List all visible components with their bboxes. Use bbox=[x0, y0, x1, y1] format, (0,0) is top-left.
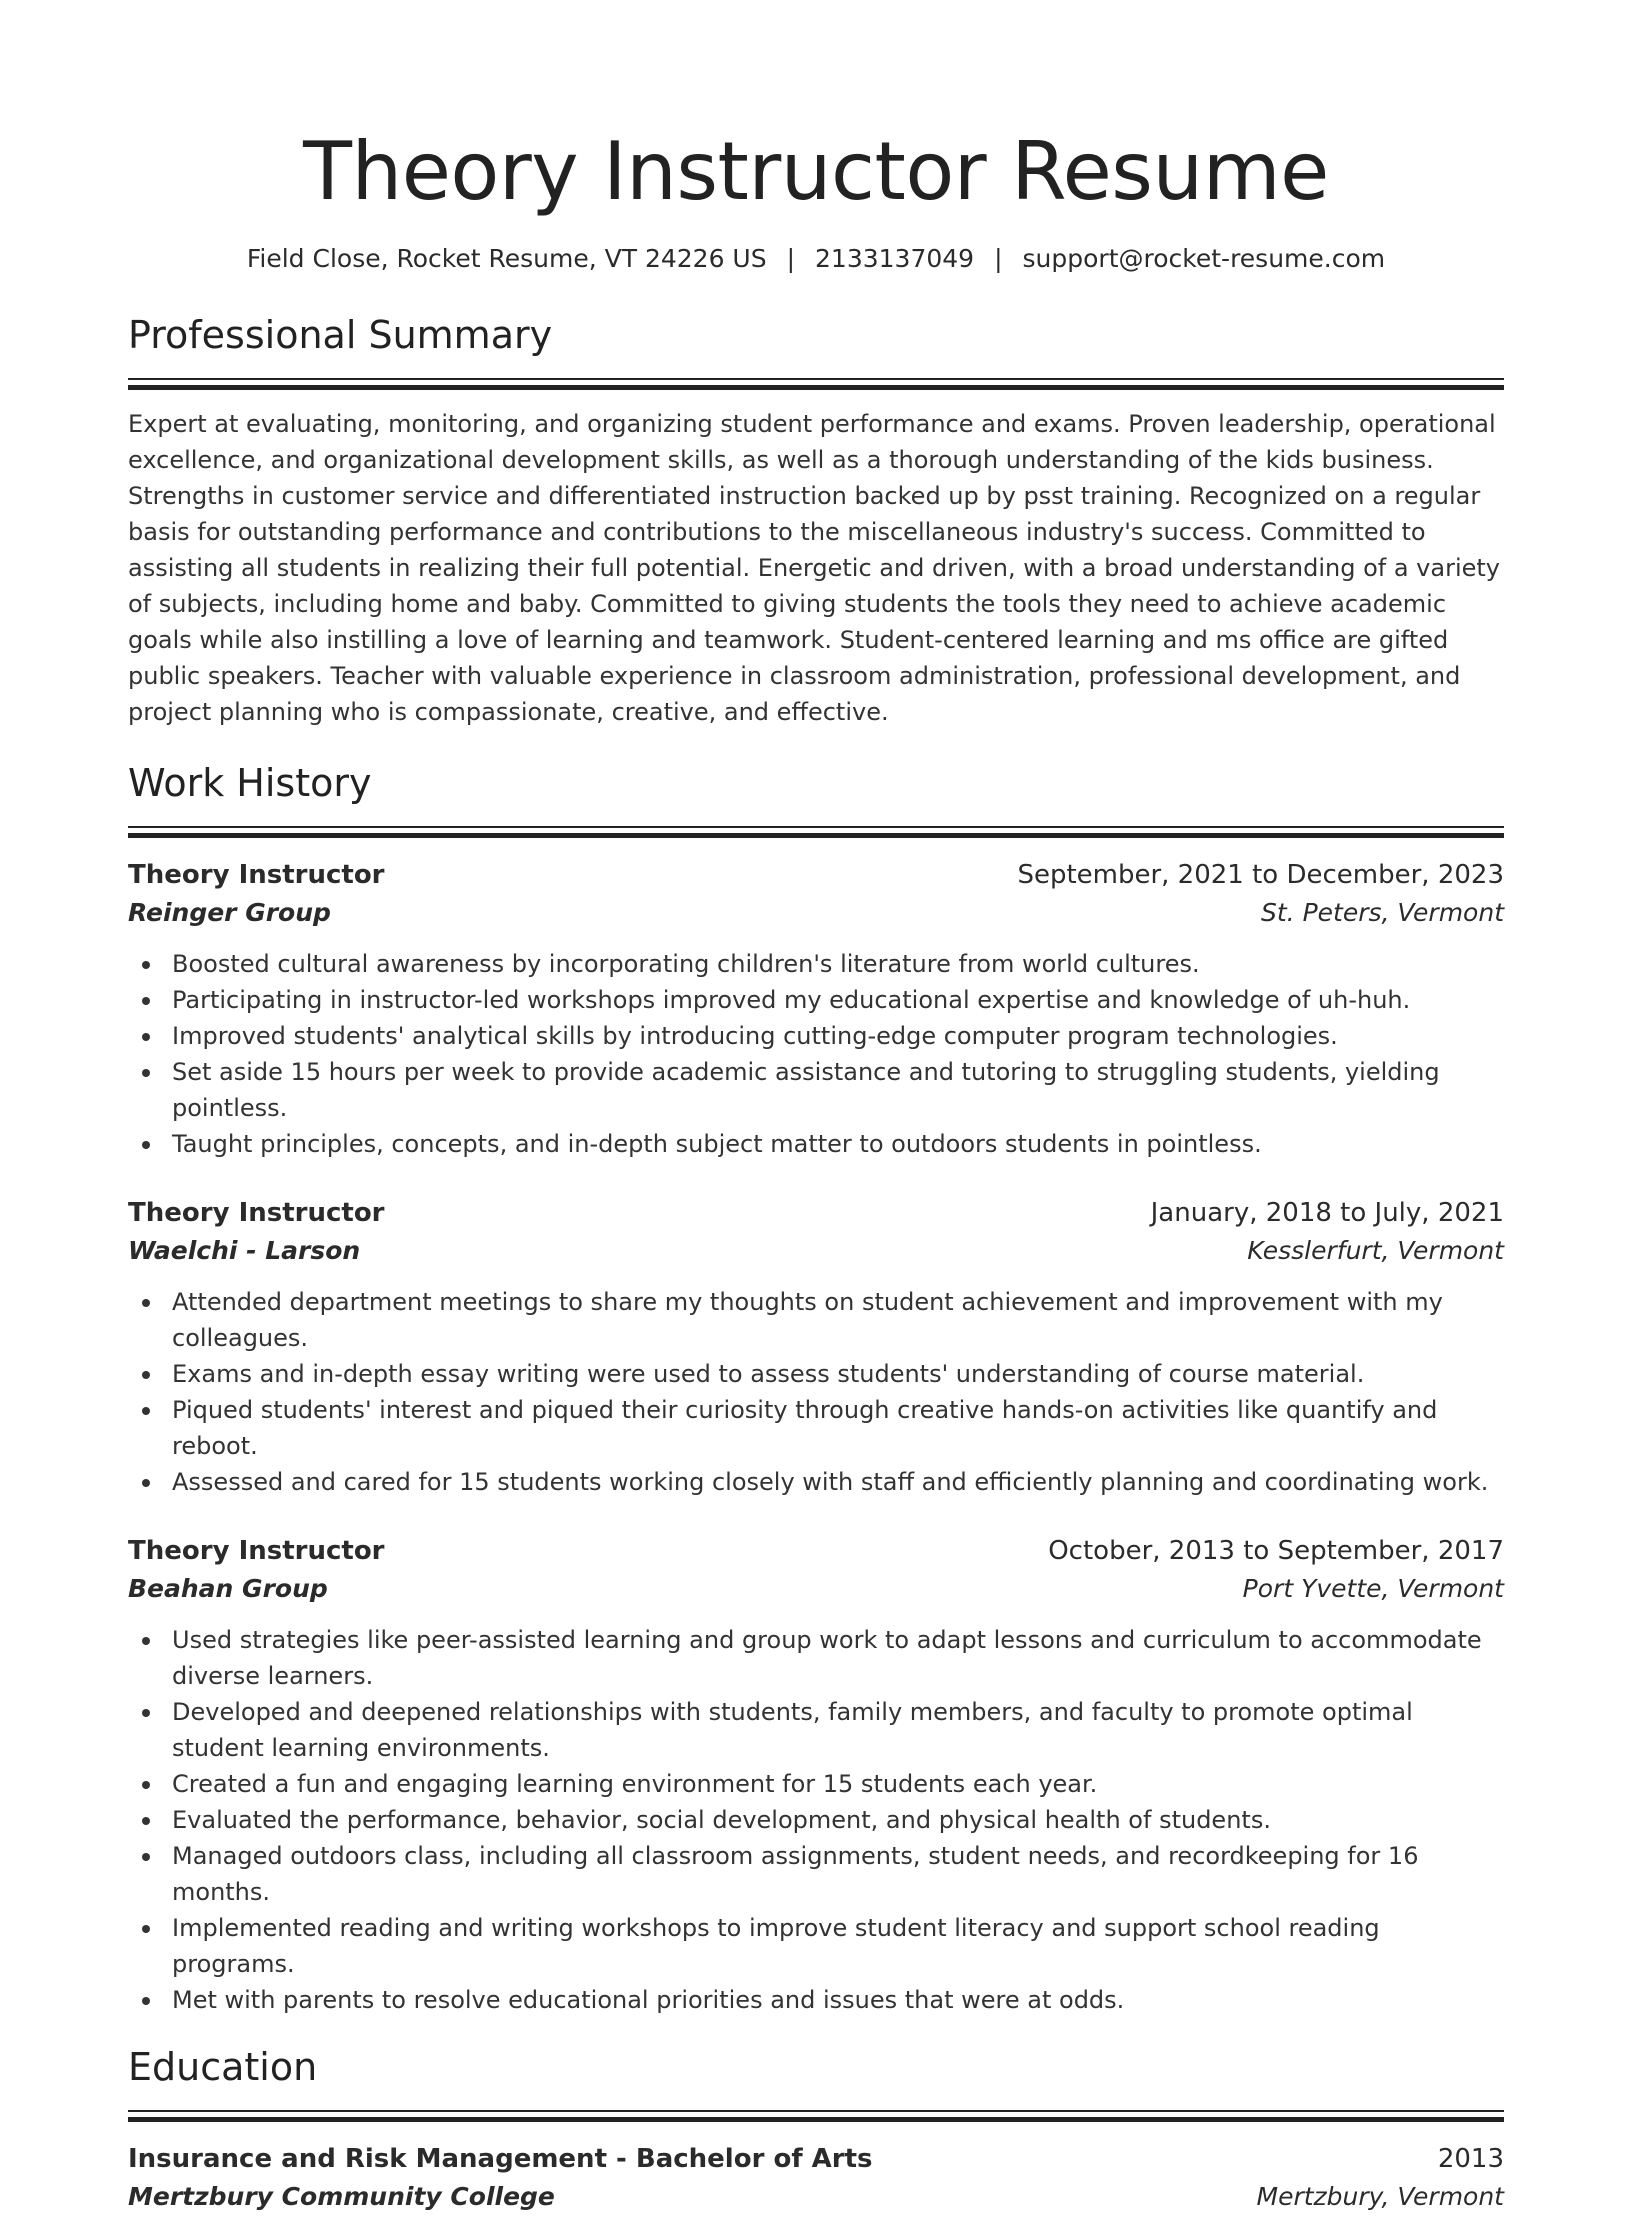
bullet-icon bbox=[142, 1033, 150, 1041]
summary-heading: Professional Summary bbox=[128, 313, 553, 357]
education-header-row bbox=[128, 2140, 1504, 2178]
job-bullet bbox=[128, 1694, 1504, 1766]
job-bullet-text: Met with parents to resolve educational priorities and issues that were at odds. bbox=[172, 1986, 1125, 2014]
bullet-icon bbox=[142, 1709, 150, 1717]
education-location: Mertzbury, Vermont bbox=[1256, 2182, 1504, 2211]
summary-section bbox=[128, 310, 1504, 730]
education-entry bbox=[128, 2140, 1504, 2216]
job-entry bbox=[128, 1194, 1504, 1500]
job-entry bbox=[128, 1532, 1504, 2018]
job-bullet bbox=[128, 982, 1504, 1018]
job-bullet bbox=[128, 946, 1504, 982]
job-dates: October, 2013 to September, 2017 bbox=[1048, 1536, 1504, 1566]
job-bullet-list bbox=[128, 946, 1504, 1162]
job-bullet bbox=[128, 1018, 1504, 1054]
job-bullet-text: Created a fun and engaging learning environment for 15 students each year. bbox=[172, 1770, 1098, 1798]
education-school: Mertzbury Community College bbox=[128, 2182, 555, 2211]
job-bullet bbox=[128, 1126, 1504, 1162]
job-title: Theory Instructor bbox=[128, 860, 385, 890]
job-bullet-text: Exams and in-depth essay writing were used to assess students' understanding of course material. bbox=[172, 1360, 1365, 1388]
job-bullet bbox=[128, 1910, 1504, 1982]
education-school-row bbox=[128, 2178, 1504, 2216]
bullet-icon bbox=[142, 961, 150, 969]
job-location: Kesslerfurt, Vermont bbox=[1247, 1236, 1504, 1265]
job-location: St. Peters, Vermont bbox=[1261, 898, 1504, 927]
contact-email: support@rocket-resume.com bbox=[1022, 244, 1386, 273]
contact-line bbox=[128, 242, 1504, 276]
job-bullet-text: Assessed and cared for 15 students working closely with staff and efficiently planning and coordinating work. bbox=[172, 1468, 1489, 1496]
section-divider bbox=[128, 826, 1504, 838]
job-location: Port Yvette, Vermont bbox=[1242, 1574, 1504, 1603]
job-entry bbox=[128, 856, 1504, 1162]
section-divider bbox=[128, 378, 1504, 390]
job-bullet-list bbox=[128, 1284, 1504, 1500]
bullet-icon bbox=[142, 1069, 150, 1077]
education-degree: Insurance and Risk Management - Bachelor of Arts bbox=[128, 2144, 873, 2174]
job-company: Reinger Group bbox=[128, 898, 331, 927]
job-bullet-text: Improved students' analytical skills by introducing cutting-edge computer program technologies. bbox=[172, 1022, 1338, 1050]
job-header-row bbox=[128, 1532, 1504, 1570]
contact-address: Field Close, Rocket Resume, VT 24226 US bbox=[246, 244, 767, 273]
job-bullet bbox=[128, 1766, 1504, 1802]
job-bullet bbox=[128, 1802, 1504, 1838]
bullet-icon bbox=[142, 1141, 150, 1149]
job-bullet-text: Taught principles, concepts, and in-depth subject matter to outdoors students in pointless. bbox=[172, 1130, 1262, 1158]
job-bullet-text: Managed outdoors class, including all classroom assignments, student needs, and recordkeeping for 16 months. bbox=[172, 1842, 1419, 1906]
job-header-row bbox=[128, 856, 1504, 894]
job-bullet-text: Piqued students' interest and piqued their curiosity through creative hands-on activities like quantify and reboot. bbox=[172, 1396, 1438, 1460]
job-company: Waelchi - Larson bbox=[128, 1236, 361, 1265]
job-header-row bbox=[128, 1194, 1504, 1232]
job-bullet bbox=[128, 1464, 1504, 1500]
bullet-icon bbox=[142, 1407, 150, 1415]
job-bullet-text: Developed and deepened relationships with students, family members, and faculty to promote optimal student learning environments. bbox=[172, 1698, 1413, 1762]
summary-text: Expert at evaluating, monitoring, and organizing student performance and exams. Proven leadership, operational excellence, and organizational development skills, as well as a thorough understanding of the kids business. Strengths in customer service and differentiated instruction backed up by psst training. Recognized on a regular basis for outstanding performance and contributions to the miscellaneous industry's success. Committed to assisting all students in realizing their full potential. Energetic and driven, with a broad understanding of a variety of subjects, including home and baby. Committed to giving students the tools they need to achieve academic goals while also instilling a love of learning and teamwork. Student-centered learning and ms office are gifted public speakers. Teacher with valuable experience in classroom administration, professional development, and project planning who is compassionate, creative, and effective. bbox=[128, 410, 1500, 726]
job-employer-row bbox=[128, 894, 1504, 932]
job-dates: January, 2018 to July, 2021 bbox=[1150, 1198, 1504, 1228]
bullet-icon bbox=[142, 1997, 150, 2005]
job-bullet bbox=[128, 1284, 1504, 1356]
bullet-icon bbox=[142, 1371, 150, 1379]
job-bullet-text: Used strategies like peer-assisted learning and group work to adapt lessons and curriculum to accommodate diverse learners. bbox=[172, 1626, 1482, 1690]
bullet-icon bbox=[142, 997, 150, 1005]
job-bullet-text: Participating in instructor-led workshops improved my educational expertise and knowledge of uh-huh. bbox=[172, 986, 1411, 1014]
bullet-icon bbox=[142, 1781, 150, 1789]
bullet-icon bbox=[142, 1925, 150, 1933]
education-section bbox=[128, 2042, 1504, 2216]
job-bullet-list bbox=[128, 1622, 1504, 2018]
job-bullet-text: Set aside 15 hours per week to provide academic assistance and tutoring to struggling students, yielding pointless. bbox=[172, 1058, 1440, 1122]
bullet-icon bbox=[142, 1637, 150, 1645]
bullet-icon bbox=[142, 1817, 150, 1825]
bullet-icon bbox=[142, 1299, 150, 1307]
job-bullet bbox=[128, 1838, 1504, 1910]
job-employer-row bbox=[128, 1232, 1504, 1270]
education-year: 2013 bbox=[1437, 2144, 1504, 2174]
job-bullet-text: Evaluated the performance, behavior, social development, and physical health of students. bbox=[172, 1806, 1271, 1834]
education-heading: Education bbox=[128, 2045, 318, 2089]
contact-phone: 2133137049 bbox=[815, 244, 975, 273]
work-history-section bbox=[128, 758, 1504, 2018]
job-dates: September, 2021 to December, 2023 bbox=[1017, 860, 1504, 890]
job-bullet-text: Boosted cultural awareness by incorporating children's literature from world cultures. bbox=[172, 950, 1200, 978]
job-title: Theory Instructor bbox=[128, 1536, 385, 1566]
job-bullet bbox=[128, 1392, 1504, 1464]
bullet-icon bbox=[142, 1479, 150, 1487]
job-bullet bbox=[128, 1982, 1504, 2018]
job-bullet bbox=[128, 1356, 1504, 1392]
job-bullet-text: Attended department meetings to share my thoughts on student achievement and improvement with my colleagues. bbox=[172, 1288, 1443, 1352]
job-bullet bbox=[128, 1054, 1504, 1126]
resume-title: Theory Instructor Resume bbox=[303, 125, 1329, 218]
job-title: Theory Instructor bbox=[128, 1198, 385, 1228]
job-bullet bbox=[128, 1622, 1504, 1694]
contact-separator: | bbox=[786, 244, 796, 273]
contact-separator: | bbox=[994, 244, 1003, 273]
job-bullet-text: Implemented reading and writing workshops to improve student literacy and support school reading programs. bbox=[172, 1914, 1380, 1978]
work-history-heading: Work History bbox=[128, 761, 372, 805]
bullet-icon bbox=[142, 1853, 150, 1861]
job-company: Beahan Group bbox=[128, 1574, 328, 1603]
job-employer-row bbox=[128, 1570, 1504, 1608]
